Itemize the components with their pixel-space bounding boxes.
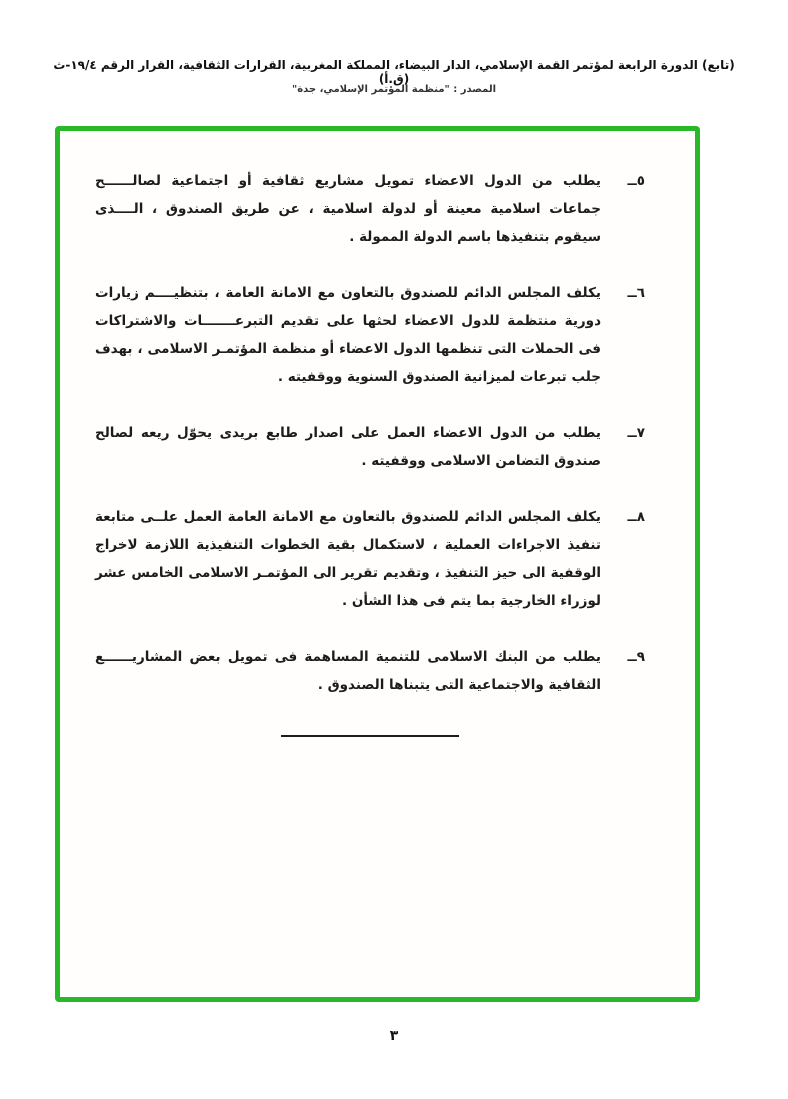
item-text: يكلف المجلس الدائم للصندوق بالتعاون مع الامانة العامة ، بتنظيــــم زيارات دورية منتظمة للدول الاعضاء لحثها على تقديم التبرعـــــــات والاشتراكات فى الحملات التى تنظمها الدول الاعضاء أو منظمة المؤتمـر الاسلامى ، بهدف جلب تبرعات لميزانية الصندوق السنوية ووقفيته . xyxy=(95,285,601,385)
resolution-item-8 xyxy=(95,503,645,615)
item-number: ٦ــ xyxy=(627,285,645,301)
resolution-item-5 xyxy=(95,167,645,251)
section-divider xyxy=(281,735,459,737)
resolution-item-9 xyxy=(95,643,645,699)
resolution-item-6 xyxy=(95,279,645,391)
item-number: ٩ــ xyxy=(627,649,645,665)
document-source-line: المصدر : "منظمة المؤتمر الإسلامي، جدة" xyxy=(291,84,496,95)
item-text: يطلب من الدول الاعضاء تمويل مشاريع ثقافية أو اجتماعية لصالــــــح جماعات اسلامية معينة أو لدولة اسلامية ، عن طريق الصندوق ، الــــذى سيقوم بتنفيذها باسم الدولة الممولة . xyxy=(95,173,601,245)
item-text: يطلب من الدول الاعضاء العمل على اصدار طابع بريدى يحوّل ريعه لصالح صندوق التضامن الاسلامى ووقفيته . xyxy=(95,425,601,469)
resolutions-list xyxy=(95,167,645,737)
document-header-line: (تابع) الدورة الرابعة لمؤتمر القمة الإسلامي، الدار البيضاء، المملكة المغربية، القرارات الثقافية، القرار الرقم ١٩/٤-ث (ق.أ) xyxy=(53,58,735,86)
green-content-frame xyxy=(55,126,700,1002)
item-number: ٧ــ xyxy=(627,425,645,441)
item-number: ٥ــ xyxy=(627,173,645,189)
item-text: يكلف المجلس الدائم للصندوق بالتعاون مع الامانة العامة العمل علــى متابعة تنفيذ الاجراءات العملية ، لاستكمال بقية الخطوات التنفيذية اللازمة لاخراج الوقفية الى حيز التنفيذ ، وتقديم تقرير الى المؤتمـر الاسلامى الخامس عشر لوزراء الخارجية بما يتم فى هذا الشأن . xyxy=(95,509,601,609)
resolution-item-7 xyxy=(95,419,645,475)
item-text: يطلب من البنك الاسلامى للتنمية المساهمة فى تمويل بعض المشاريــــــع الثقافية والاجتماعية التى يتبناها الصندوق . xyxy=(95,649,601,693)
page-number: ٣ xyxy=(389,1028,399,1044)
item-number: ٨ــ xyxy=(627,509,645,525)
